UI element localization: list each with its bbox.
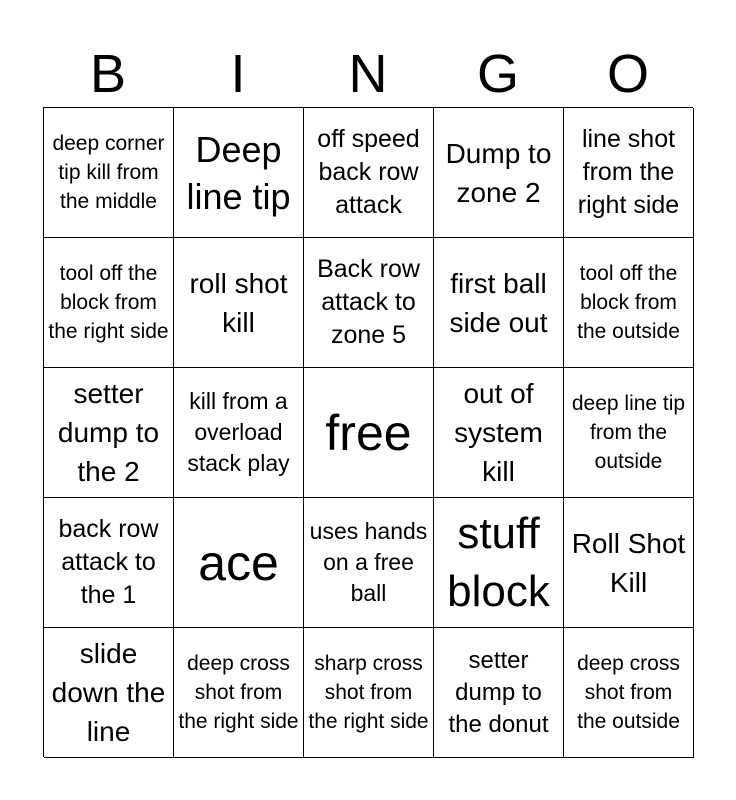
bingo-cell[interactable]	[44, 368, 174, 498]
cell-text: tool off the block from the outside	[577, 262, 680, 343]
cell-text: Back row attack to zone 5	[317, 255, 420, 349]
cell-text: deep line tip from the outside	[571, 392, 686, 473]
cell-text: tool off the block from the right side	[48, 262, 169, 343]
header-letter-i: I	[230, 44, 246, 104]
cell-text: uses hands on a free ball	[309, 518, 428, 606]
bingo-cell[interactable]	[44, 238, 174, 368]
bingo-cell[interactable]	[304, 108, 434, 238]
bingo-cell[interactable]	[304, 628, 434, 758]
bingo-cell[interactable]	[174, 498, 304, 628]
header-letter-o: O	[606, 44, 649, 104]
bingo-cell[interactable]	[434, 498, 564, 628]
cell-text: setter dump to the donut	[448, 646, 549, 738]
bingo-cell[interactable]	[44, 108, 174, 238]
bingo-cell[interactable]	[304, 238, 434, 368]
bingo-cell[interactable]	[434, 238, 564, 368]
bingo-cell[interactable]	[564, 108, 694, 238]
bingo-cell[interactable]	[44, 498, 174, 628]
bingo-cell[interactable]	[304, 498, 434, 628]
bingo-cell[interactable]	[564, 368, 694, 498]
bingo-cell[interactable]	[434, 628, 564, 758]
bingo-cell[interactable]	[434, 368, 564, 498]
bingo-cell[interactable]	[564, 498, 694, 628]
cell-text: setter dump to the 2	[57, 378, 160, 487]
header-letter-n: N	[348, 44, 388, 104]
bingo-cell[interactable]	[564, 628, 694, 758]
cell-text: Deep line tip	[186, 128, 291, 217]
bingo-header	[43, 40, 693, 108]
cell-text: roll shot kill	[189, 267, 288, 338]
cell-text: off speed back row attack	[317, 125, 420, 219]
header-letter-b: B	[89, 44, 127, 104]
cell-text: deep cross shot from the outside	[577, 652, 680, 733]
cell-text: stuff block	[447, 508, 550, 616]
bingo-cell[interactable]	[174, 628, 304, 758]
cell-text: Roll Shot Kill	[571, 527, 686, 598]
cell-text: ace	[198, 534, 279, 591]
cell-text: free	[325, 404, 412, 461]
header-letter-g: G	[476, 44, 519, 104]
cell-text: out of system kill	[454, 378, 543, 487]
bingo-cell[interactable]	[174, 108, 304, 238]
cell-text: back row attack to the 1	[58, 515, 159, 609]
cell-text: sharp cross shot from the right side	[308, 652, 429, 733]
bingo-cell[interactable]	[174, 238, 304, 368]
cell-text: line shot from the right side	[577, 125, 680, 219]
bingo-cell[interactable]	[434, 108, 564, 238]
bingo-cell[interactable]	[174, 368, 304, 498]
cell-text: deep cross shot from the right side	[178, 652, 299, 733]
bingo-cell[interactable]	[44, 628, 174, 758]
cell-text: first ball side out	[449, 267, 548, 338]
cell-text: slide down the line	[51, 638, 166, 747]
bingo-cell[interactable]	[564, 238, 694, 368]
cell-text: kill from a overload stack play	[187, 388, 290, 476]
cell-text: Dump to zone 2	[445, 137, 552, 208]
bingo-grid	[43, 107, 693, 757]
cell-text: deep corner tip kill from the middle	[52, 132, 165, 213]
bingo-cell[interactable]	[304, 368, 434, 498]
